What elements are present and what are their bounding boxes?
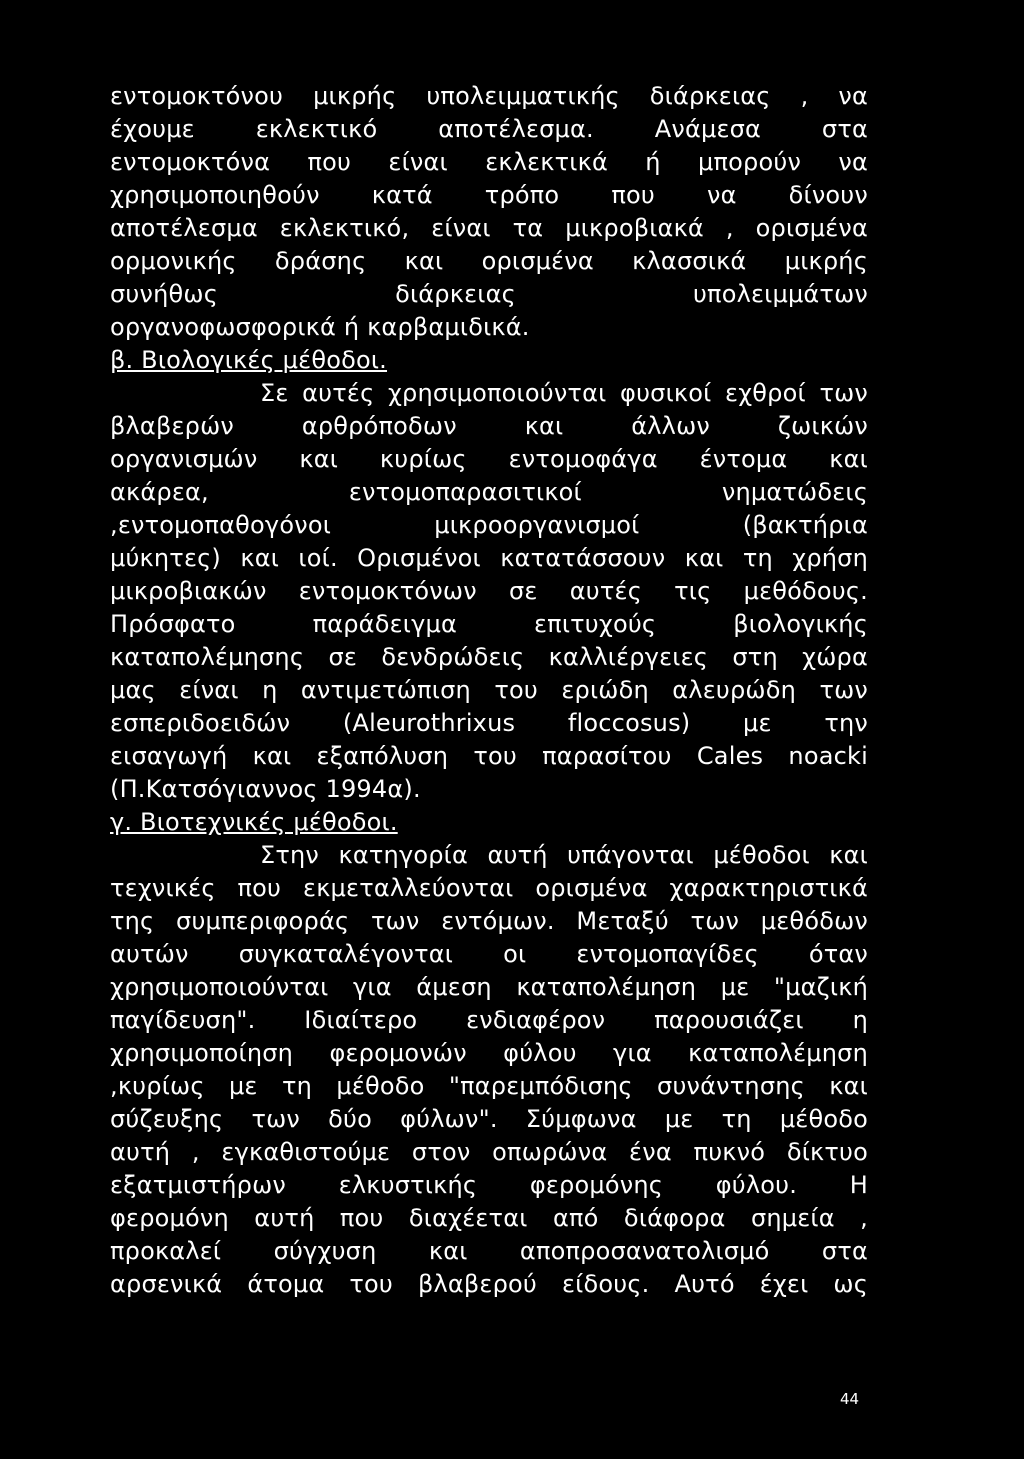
text-line: β. Βιολογικές μέθοδοι.: [110, 346, 388, 374]
text-line: εξατμιστήρων ελκυστικής φερομόνης φύλου. Η: [110, 1171, 868, 1199]
text-line: φερομόνη αυτή που διαχέεται από διάφορα σημεία ,: [110, 1204, 868, 1232]
page-number: 44: [840, 1390, 860, 1408]
text-line: τεχνικές που εκμεταλλεύονται ορισμένα χαρακτηριστικά: [110, 874, 868, 902]
text-line: καταπολέμησης σε δενδρώδεις καλλιέργειες στη χώρα: [110, 643, 868, 671]
text-line: της συμπεριφοράς των εντόμων. Μεταξύ των μεθόδων: [110, 907, 868, 935]
text-line: (Π.Κατσόγιαννος 1994α).: [110, 775, 421, 803]
text-line: εσπεριδοειδών (Aleurothrixus floccosus) με την: [110, 709, 868, 737]
text-line: παγίδευση". Ιδιαίτερο ενδιαφέρον παρουσιάζει η: [110, 1006, 868, 1034]
text-line: οργανοφωσφορικά ή καρβαμιδικά.: [110, 313, 530, 341]
text-line: αυτών συγκαταλέγονται οι εντομοπαγίδες όταν: [110, 940, 868, 968]
text-line: Πρόσφατο παράδειγμα επιτυχούς βιολογικής: [110, 610, 868, 638]
text-line: χρησιμοποιηθούν κατά τρόπο που να δίνουν: [110, 181, 868, 209]
text-line: αποτέλεσμα εκλεκτικό, είναι τα μικροβιακά , ορισμένα: [110, 214, 868, 242]
text-line: εντομοκτόνα που είναι εκλεκτικά ή μπορούν να: [110, 148, 868, 176]
text-line: γ. Βιοτεχνικές μέθοδοι.: [110, 808, 398, 836]
text-line: Στην κατηγορία αυτή υπάγονται μέθοδοι και: [260, 841, 868, 869]
text-line: αρσενικά άτομα του βλαβερού είδους. Αυτό έχει ως: [110, 1270, 868, 1298]
text-line: Σε αυτές χρησιμοποιούνται φυσικοί εχθροί των: [260, 379, 868, 407]
text-line: χρησιμοποίηση φερομονών φύλου για καταπολέμηση: [110, 1039, 868, 1067]
text-line: έχουμε εκλεκτικό αποτέλεσμα. Ανάμεσα στα: [110, 115, 868, 143]
text-line: μικροβιακών εντομοκτόνων σε αυτές τις μεθόδους.: [110, 577, 868, 605]
text-line: αυτή , εγκαθιστούμε στον οπωρώνα ένα πυκνό δίκτυο: [110, 1138, 868, 1166]
text-line: μας είναι η αντιμετώπιση του εριώδη αλευρώδη των: [110, 676, 868, 704]
text-line: οργανισμών και κυρίως εντομοφάγα έντομα και: [110, 445, 868, 473]
text-line: ακάρεα, εντομοπαρασιτικοί νηματώδεις: [110, 478, 868, 506]
text-line: βλαβερών αρθρόποδων και άλλων ζωικών: [110, 412, 868, 440]
text-line: χρησιμοποιούνται για άμεση καταπολέμηση με "μαζική: [110, 973, 868, 1001]
text-line: ορμονικής δράσης και ορισμένα κλασσικά μικρής: [110, 247, 868, 275]
text-line: προκαλεί σύγχυση και αποπροσανατολισμό στα: [110, 1237, 868, 1265]
text-line: μύκητες) και ιοί. Ορισμένοι κατατάσσουν και τη χρήση: [110, 544, 868, 572]
text-line: εισαγωγή και εξαπόλυση του παρασίτου Cales noacki: [110, 742, 868, 770]
text-line: ,κυρίως με τη μέθοδο "παρεμπόδισης συνάντησης και: [110, 1072, 868, 1100]
text-line: ,εντομοπαθογόνοι μικροοργανισμοί (βακτήρια: [110, 511, 868, 539]
text-line: σύζευξης των δύο φύλων". Σύμφωνα με τη μέθοδο: [110, 1105, 868, 1133]
text-line: εντομοκτόνου μικρής υπολειμματικής διάρκειας , να: [110, 82, 868, 110]
page-text-body: [110, 80, 868, 1301]
text-line: συνήθως διάρκειας υπολειμμάτων: [110, 280, 868, 308]
